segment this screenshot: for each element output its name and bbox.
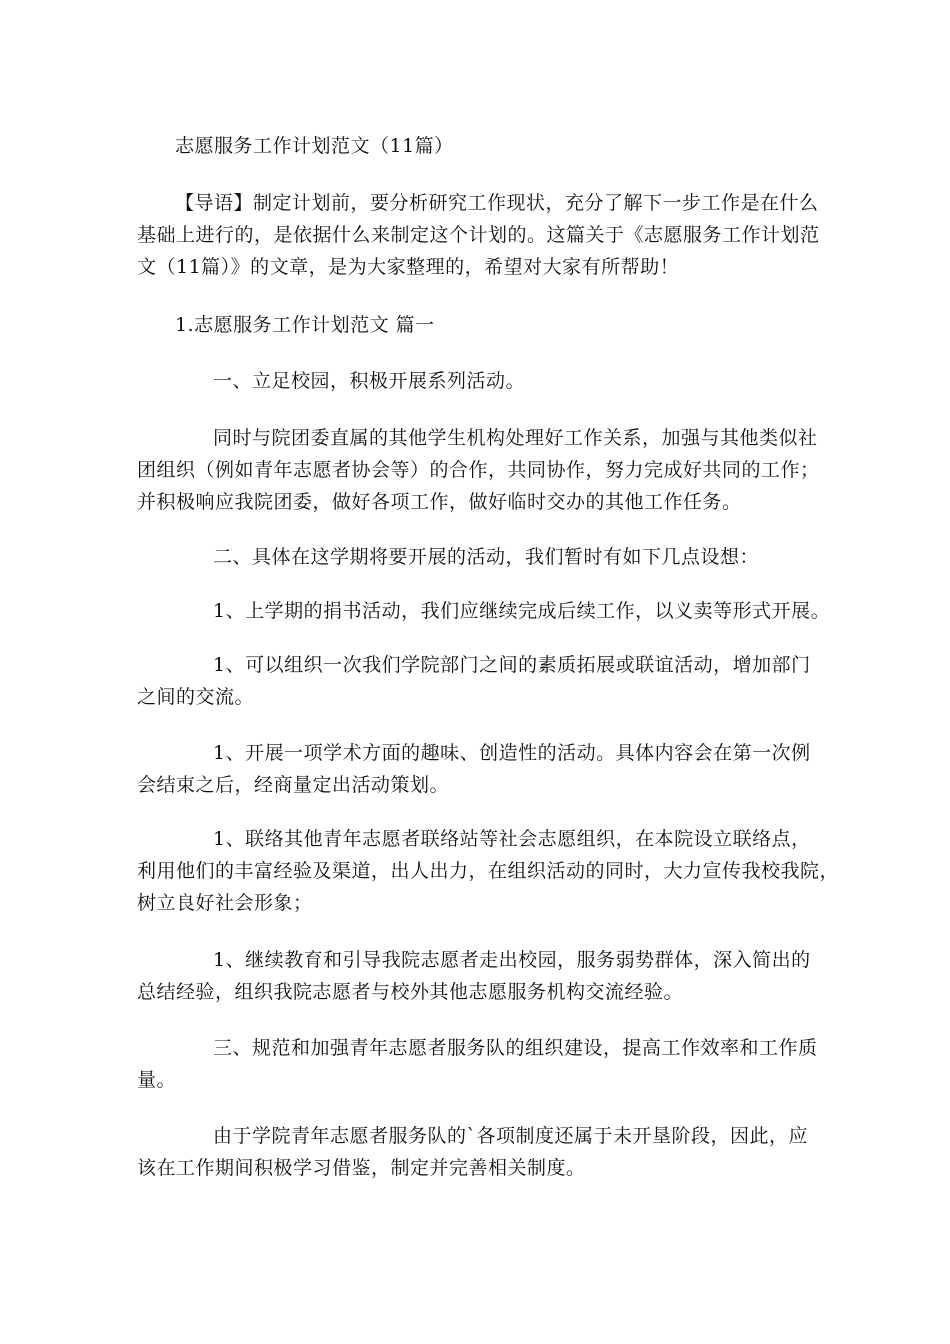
point-one-text: 一、立足校园，积极开展系列活动。 bbox=[213, 370, 526, 392]
item4-line-2: 利用他们的丰富经验及渠道，出人出力，在组织活动的同时，大力宣传我校我院， bbox=[137, 860, 840, 882]
para1-line-2: 团组织（例如青年志愿者协会等）的合作，共同协作，努力完成好共同的工作； bbox=[137, 459, 820, 481]
para1-line-1: 同时与院团委直属的其他学生机构处理好工作关系，加强与其他类似社 bbox=[213, 427, 818, 449]
intro-line-3: 文（11篇）》的文章，是为大家整理的，希望对大家有所帮助！ bbox=[137, 256, 680, 278]
point-one bbox=[213, 365, 525, 397]
document-title bbox=[175, 130, 454, 162]
point-two bbox=[213, 541, 759, 573]
list-item-1 bbox=[213, 595, 830, 627]
item2-line-2: 之间的交流。 bbox=[137, 686, 255, 708]
intro-paragraph bbox=[137, 187, 820, 283]
point-two-text: 二、具体在这学期将要开展的活动，我们暂时有如下几点设想： bbox=[213, 546, 760, 568]
item2-line-1: 1、可以组织一次我们学院部门之间的素质拓展或联谊活动，增加部门 bbox=[213, 654, 811, 676]
item5-line-2: 总结经验，组织我院志愿者与校外其他志愿服务机构交流经验。 bbox=[137, 981, 684, 1003]
item1-text: 1、上学期的捐书活动，我们应继续完成后续工作，以义卖等形式开展。 bbox=[213, 600, 831, 622]
para2-line-1: 由于学院青年志愿者服务队的`各项制度还属于未开垦阶段，因此，应 bbox=[213, 1125, 809, 1147]
paragraph-1 bbox=[137, 422, 820, 518]
item5-line-1: 1、继续教育和引导我院志愿者走出校园，服务弱势群体，深入简出的 bbox=[213, 949, 811, 971]
para2-line-2: 该在工作期间积极学习借鉴，制定并完善相关制度。 bbox=[137, 1157, 586, 1179]
list-item-4 bbox=[137, 823, 840, 919]
section-heading bbox=[175, 309, 435, 341]
item4-line-3: 树立良好社会形象； bbox=[137, 892, 313, 914]
item4-line-1: 1、联络其他青年志愿者联络站等社会志愿组织，在本院设立联络点， bbox=[213, 828, 811, 850]
point3-line-2: 量。 bbox=[137, 1069, 177, 1091]
item3-line-1: 1、开展一项学术方面的趣味、创造性的活动。具体内容会在第一次例 bbox=[213, 742, 811, 764]
list-item-2 bbox=[137, 649, 811, 713]
item3-line-2: 会结束之后，经商量定出活动策划。 bbox=[137, 774, 450, 796]
title-line: 志愿服务工作计划范文（11篇） bbox=[175, 135, 454, 157]
point-three bbox=[137, 1032, 818, 1096]
intro-line-2: 基础上进行的，是依据什么来制定这个计划的。这篇关于《志愿服务工作计划范 bbox=[137, 224, 820, 246]
intro-line-1: 【导语】制定计划前，要分析研究工作现状，充分了解下一步工作是在什么 bbox=[175, 192, 819, 214]
paragraph-2 bbox=[137, 1120, 809, 1184]
point3-line-1: 三、规范和加强青年志愿者服务队的组织建设，提高工作效率和工作质 bbox=[213, 1037, 818, 1059]
list-item-3 bbox=[137, 737, 811, 801]
section-heading-text: 1.志愿服务工作计划范文 篇一 bbox=[175, 314, 435, 336]
list-item-5 bbox=[137, 944, 811, 1008]
para1-line-3: 并积极响应我院团委，做好各项工作，做好临时交办的其他工作任务。 bbox=[137, 491, 742, 513]
